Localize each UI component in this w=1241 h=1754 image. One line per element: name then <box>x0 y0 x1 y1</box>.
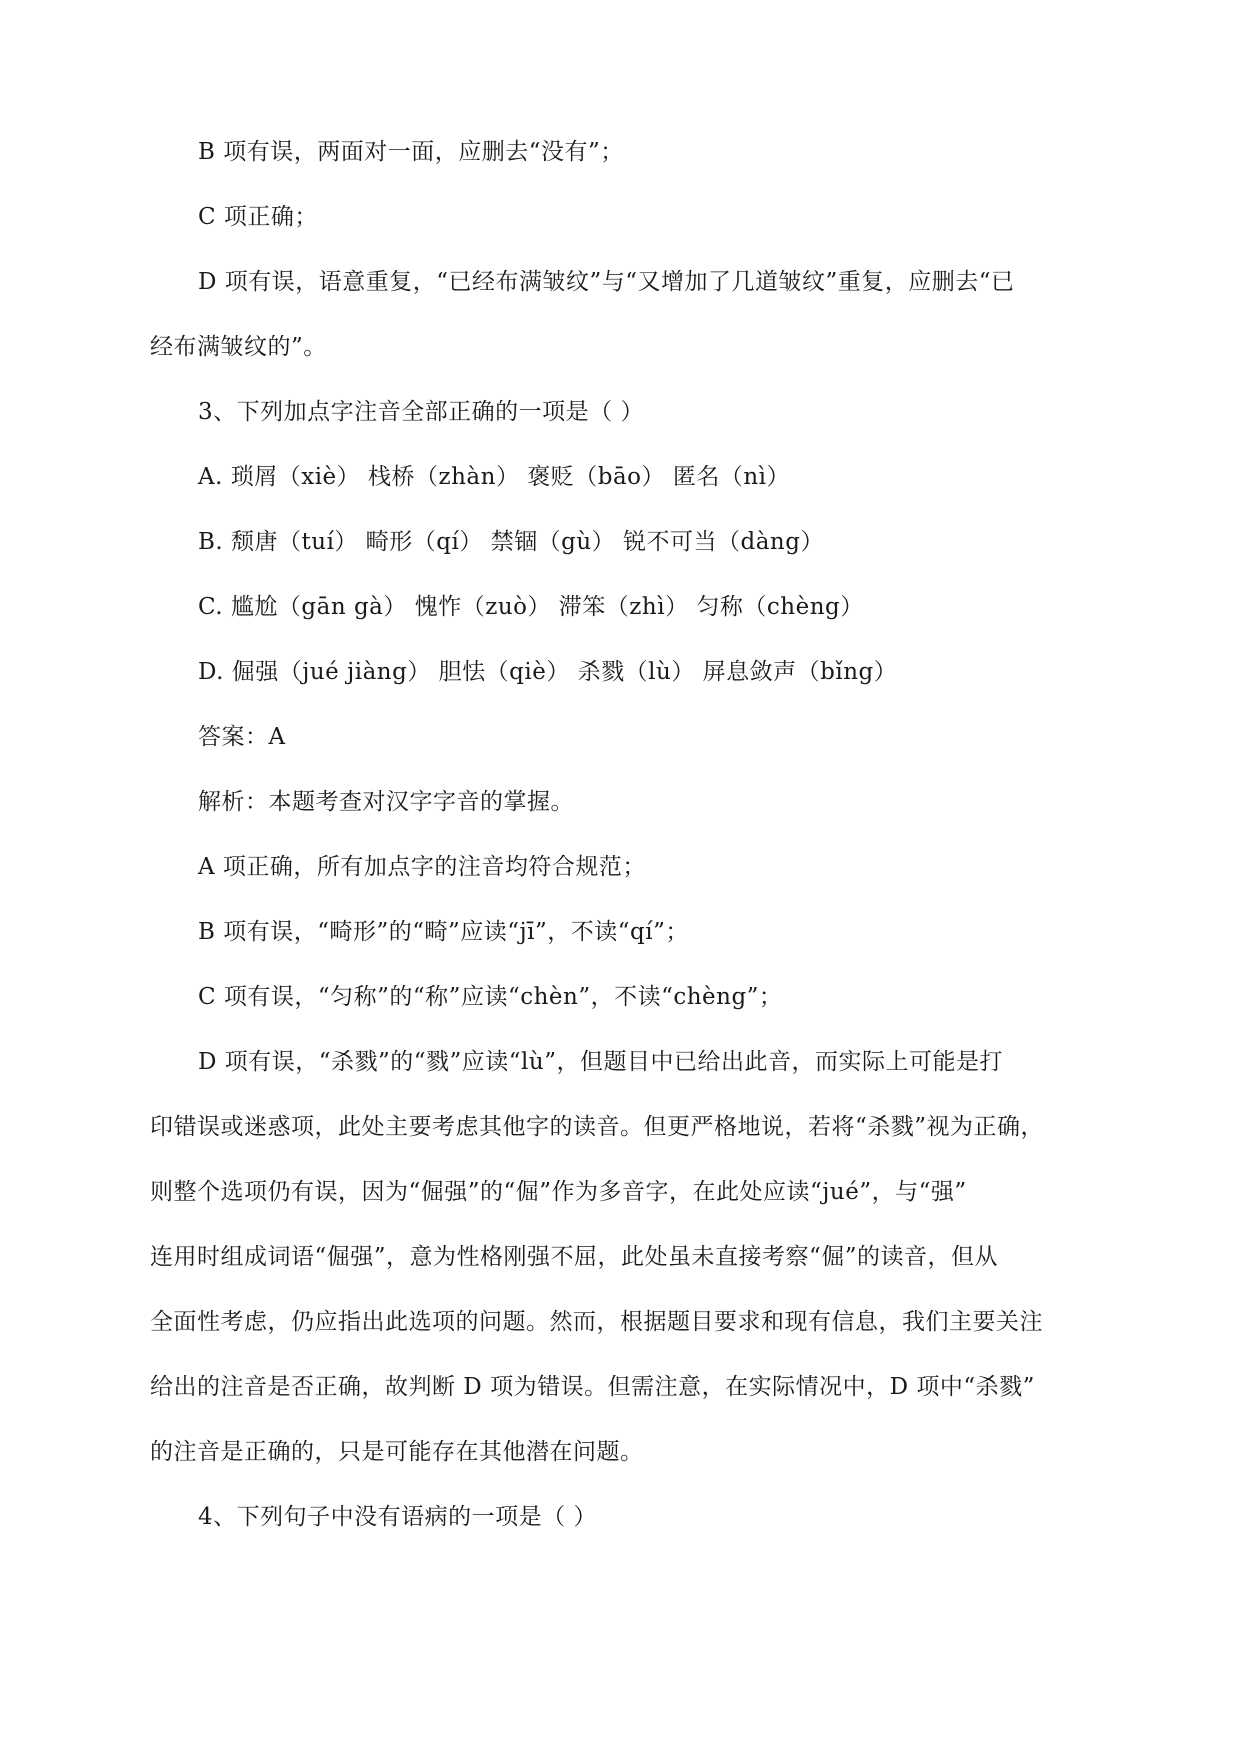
text-line: C 项正确； <box>198 204 318 230</box>
answer-line: 答案：A <box>198 724 286 750</box>
text-line: B 项有误，“畸形”的“畸”应读“jī”，不读“qí”； <box>198 919 689 945</box>
option-d: D. 倔强（jué jiàng） 胆怯（qiè） 杀戮（lù） 屏息敛声（bǐng） <box>198 659 898 685</box>
text-line: 给出的注音是否正确，故判断 D 项为错误。但需注意，在实际情况中，D 项中“杀戮” <box>150 1374 1035 1400</box>
text-line: D 项有误，语意重复，“已经布满皱纹”与“又增加了几道皱纹”重复，应删去“已 <box>198 269 1015 295</box>
text-line: B 项有误，两面对一面，应删去“没有”； <box>198 139 624 165</box>
text-line: 经布满皱纹的”。 <box>150 334 327 360</box>
question-heading: 4、下列句子中没有语病的一项是（ ） <box>198 1504 597 1530</box>
text-line: 印错误或迷惑项，此处主要考虑其他字的读音。但更严格地说，若将“杀戮”视为正确， <box>150 1114 1045 1140</box>
text-line: C 项有误，“匀称”的“称”应读“chèn”，不读“chèng”； <box>198 984 783 1010</box>
question-heading: 3、下列加点字注音全部正确的一项是（ ） <box>198 399 644 425</box>
text-line: D 项有误，“杀戮”的“戮”应读“lù”，但题目中已给出此音，而实际上可能是打 <box>198 1049 1003 1075</box>
text-line: A 项正确，所有加点字的注音均符合规范； <box>198 854 646 880</box>
option-b: B. 颓唐（tuí） 畸形（qí） 禁锢（gù） 锐不可当（dàng） <box>198 529 824 555</box>
analysis-line: 解析：本题考查对汉字字音的掌握。 <box>198 789 574 815</box>
text-line: 连用时组成词语“倔强”，意为性格刚强不屈，此处虽未直接考察“倔”的读音，但从 <box>150 1244 999 1270</box>
text-line: 的注音是正确的，只是可能存在其他潜在问题。 <box>150 1439 644 1465</box>
text-line: 全面性考虑，仍应指出此选项的问题。然而，根据题目要求和现有信息，我们主要关注 <box>150 1309 1043 1335</box>
option-a: A. 琐屑（xiè） 栈桥（zhàn） 褒贬（bāo） 匿名（nì） <box>198 464 791 490</box>
text-line: 则整个选项仍有误，因为“倔强”的“倔”作为多音字，在此处应读“jué”，与“强” <box>150 1179 967 1205</box>
option-c: C. 尴尬（gān gà） 愧怍（zuò） 滞笨（zhì） 匀称（chèng） <box>198 594 864 620</box>
